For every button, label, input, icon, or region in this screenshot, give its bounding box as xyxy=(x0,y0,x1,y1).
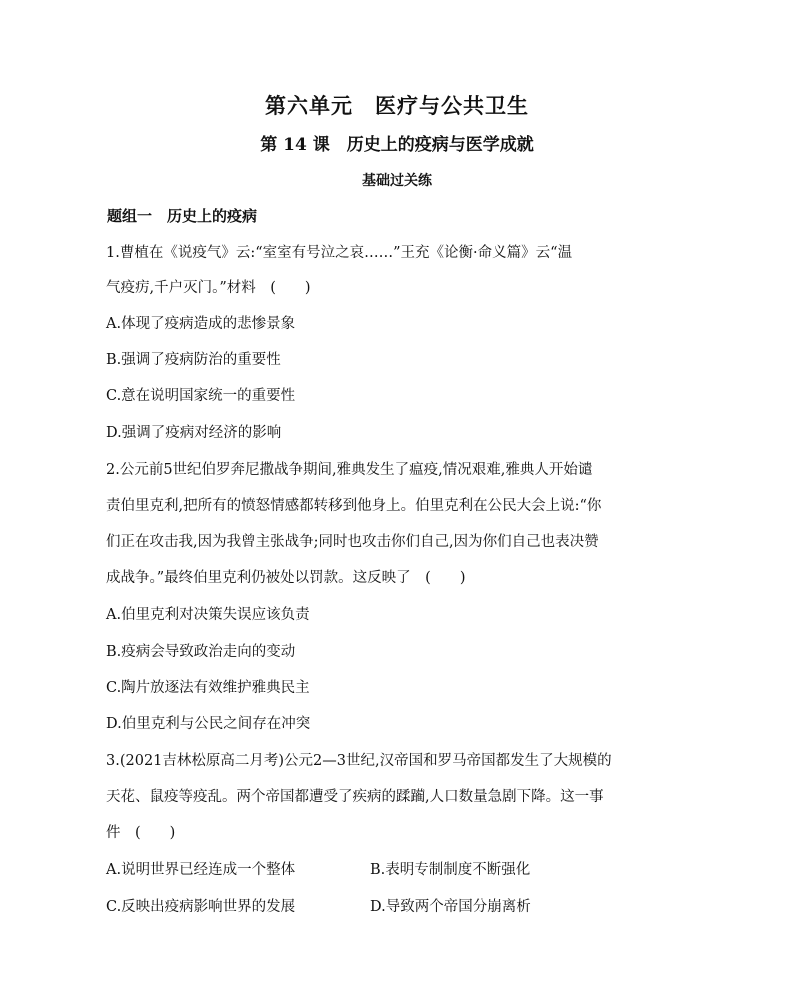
question-1-stem-line-2: 气疫疠,千户灭门。”材料 ( ) xyxy=(106,280,311,296)
question-1-option-d: D.强调了疫病对经济的影响 xyxy=(106,425,282,441)
question-2-option-b: B.疫病会导致政治走向的变动 xyxy=(106,644,296,660)
question-3-option-d: D.导致两个帝国分崩离析 xyxy=(370,899,531,915)
question-3-stem-line-1: 3.(2021吉林松原高二月考)公元2—3世纪,汉帝国和罗马帝国都发生了大规模的 xyxy=(106,753,612,769)
question-1-stem-line-1: 1.曹植在《说疫气》云:“室室有号泣之哀……”王充《论衡·命义篇》云“温 xyxy=(106,245,573,261)
question-2-option-c: C.陶片放逐法有效维护雅典民主 xyxy=(106,680,310,696)
question-2-stem-line-1: 2.公元前5世纪伯罗奔尼撒战争期间,雅典发生了瘟疫,情况艰难,雅典人开始谴 xyxy=(106,462,593,478)
question-3-option-a: A.说明世界已经连成一个整体 xyxy=(106,862,296,878)
question-3-stem-line-2: 天花、鼠疫等疫乱。两个帝国都遭受了疾病的蹂躏,人口数量急剧下降。这一事 xyxy=(106,789,604,805)
section-title: 基础过关练 xyxy=(362,173,432,189)
question-1-option-a: A.体现了疫病造成的悲惨景象 xyxy=(106,316,296,332)
question-3-stem-line-3: 件 ( ) xyxy=(106,825,176,841)
unit-title: 第六单元 医疗与公共卫生 xyxy=(265,93,529,118)
lesson-title: 第 14 课 历史上的疫病与医学成就 xyxy=(260,135,534,155)
question-2-option-d: D.伯里克利与公民之间存在冲突 xyxy=(106,716,311,732)
question-1-option-b: B.强调了疫病防治的重要性 xyxy=(106,352,281,368)
question-3-option-c: C.反映出疫病影响世界的发展 xyxy=(106,899,296,915)
question-2-stem-line-4: 成战争。”最终伯里克利仍被处以罚款。这反映了 ( ) xyxy=(106,570,466,586)
question-2-stem-line-2: 责伯里克利,把所有的愤怒情感都转移到他身上。伯里克利在公民大会上说:“你 xyxy=(106,498,602,514)
question-group-title: 题组一 历史上的疫病 xyxy=(107,207,258,225)
question-1-option-c: C.意在说明国家统一的重要性 xyxy=(106,388,296,404)
question-2-option-a: A.伯里克利对决策失误应该负责 xyxy=(106,607,310,623)
question-3-option-b: B.表明专制制度不断强化 xyxy=(370,862,531,878)
question-2-stem-line-3: 们正在攻击我,因为我曾主张战争;同时也攻击你们自己,因为你们自己也表决赞 xyxy=(106,534,599,550)
